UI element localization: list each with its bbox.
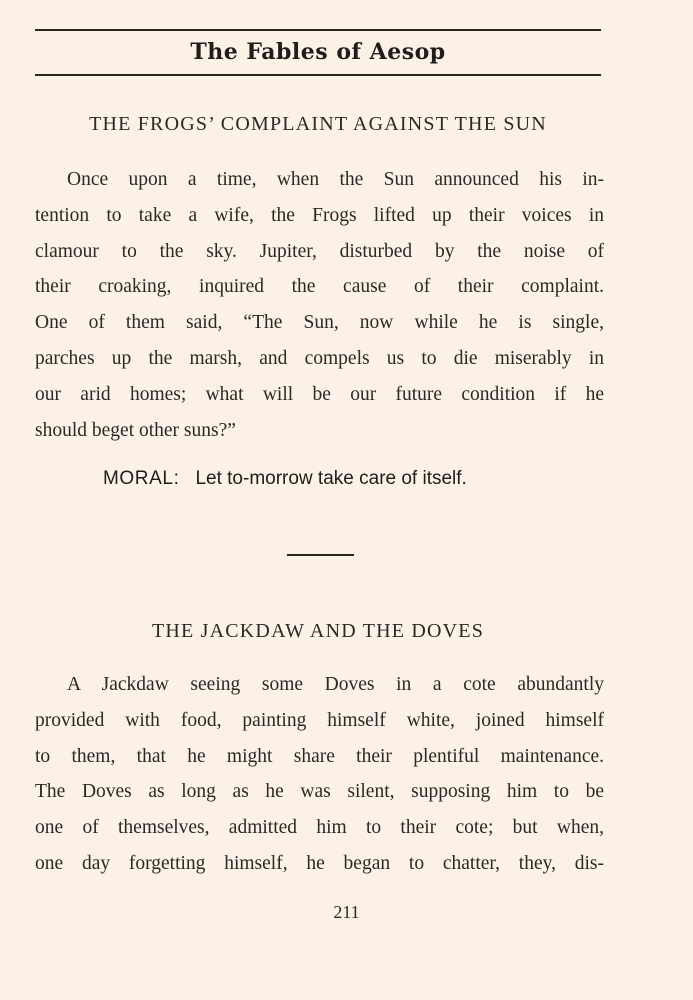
text-line: provided with food, painting himself white, joined himself <box>35 709 604 731</box>
text-line: their croaking, inquired the cause of their complaint. <box>35 276 604 298</box>
fable-body <box>35 667 604 882</box>
text-line: Once upon a time, when the Sun announced his in- <box>67 169 604 190</box>
fable-title: THE JACKDAW AND THE DOVES <box>151 620 485 642</box>
text-line: One of them said, “The Sun, now while he is single, <box>35 312 604 334</box>
text-line: to them, that he might share their plentiful maintenance. <box>35 745 604 767</box>
text-line: should beget other suns?” <box>35 419 236 441</box>
moral-text: Let to-morrow take care of itself. <box>195 468 467 489</box>
text-line: parches up the marsh, and compels us to die miserably in <box>35 347 604 369</box>
text-line: one day forgetting himself, he began to chatter, they, dis- <box>35 852 604 874</box>
header-rule-bottom <box>35 74 601 76</box>
text-line: A Jackdaw seeing some Doves in a cote abundantly <box>67 674 604 695</box>
running-head: The Fables of Aesop <box>190 39 446 65</box>
text-line: our arid homes; what will be our future condition if he <box>35 383 604 405</box>
moral-label: MORAL: <box>103 468 180 489</box>
section-divider <box>287 554 354 556</box>
fable-body <box>35 162 604 448</box>
text-line: clamour to the sky. Jupiter, disturbed by the noise of <box>35 240 604 262</box>
moral <box>103 468 467 490</box>
text-line: one of themselves, admitted him to their cote; but when, <box>35 817 604 839</box>
fable-title: THE FROGS’ COMPLAINT AGAINST THE SUN <box>89 113 547 135</box>
text-line: The Doves as long as he was silent, supposing him to be <box>35 781 604 803</box>
page-number: 211 <box>333 902 360 922</box>
text-line: tention to take a wife, the Frogs lifted up their voices in <box>35 204 604 226</box>
header-rule-top <box>35 29 601 31</box>
